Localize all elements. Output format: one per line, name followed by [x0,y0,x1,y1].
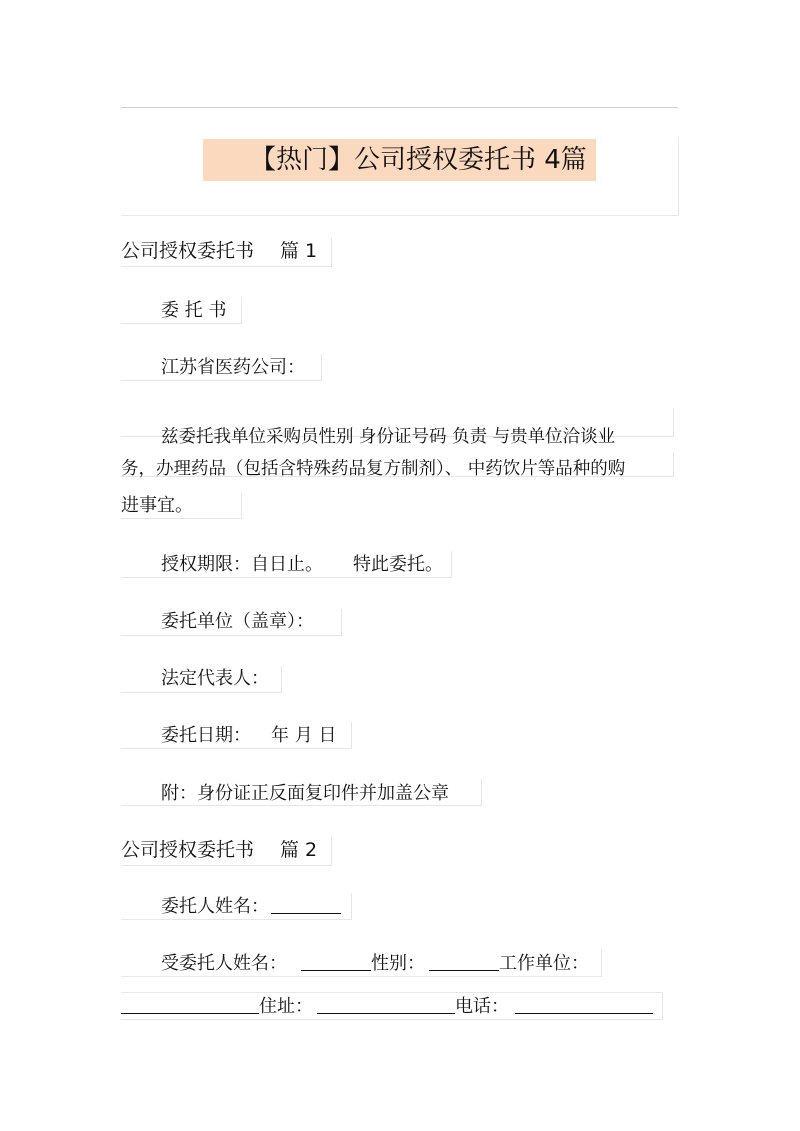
legal-representative: 法定代表人： [161,668,269,689]
work-unit-label: 工作单位： [499,953,589,974]
doc-subtitle: 委 托 书 [161,300,227,321]
addressee: 江苏省医药公司： [161,357,305,378]
principal-unit: 委托单位（盖章）： [161,611,314,632]
section-part: 篇 2 [280,839,318,861]
gender-label: 性别： [371,953,425,974]
principal-name-blank [271,893,341,914]
address-label: 住址： [259,996,313,1017]
agent-name-blank [301,950,371,971]
date-units: 年 月 日 [271,725,337,746]
period-closing: 特此委托。 [353,554,443,575]
work-unit-blank [121,993,259,1014]
principal-name-label: 委托人姓名： [161,896,269,917]
phone-blank [515,993,653,1014]
section-heading-text: 公司授权委托书 [121,839,255,861]
attachment-note: 附：身份证正反面复印件并加盖公章 [161,783,449,804]
section-1-heading [121,237,317,265]
document-title: 【热门】公司授权委托书 4篇 [250,145,587,175]
gender-blank [429,950,499,971]
address-blank [317,993,455,1014]
principal-name-row [161,893,341,921]
section-part: 篇 1 [280,240,318,262]
top-divider [121,107,678,108]
body-line-1: 兹委托我单位采购员性别 身份证号码 负责 与贵单位洽谈业 [161,427,616,447]
period-label: 授权期限：自日止。 [161,554,323,575]
date-label: 委托日期： [161,725,251,746]
section-2-heading [121,836,317,864]
section-heading-text: 公司授权委托书 [121,240,255,262]
phone-label: 电话： [455,996,509,1017]
address-phone-row [121,993,653,1021]
agent-info-row [161,950,589,978]
body-line-2: 务，办理药品（包括含特殊药品复方制剂）、 中药饮片等品种的购 [121,459,626,479]
commission-date [161,722,336,750]
agent-name-label: 受委托人姓名： [161,953,287,974]
authorization-period [161,551,443,579]
body-line-3: 进事宜。 [121,495,193,516]
